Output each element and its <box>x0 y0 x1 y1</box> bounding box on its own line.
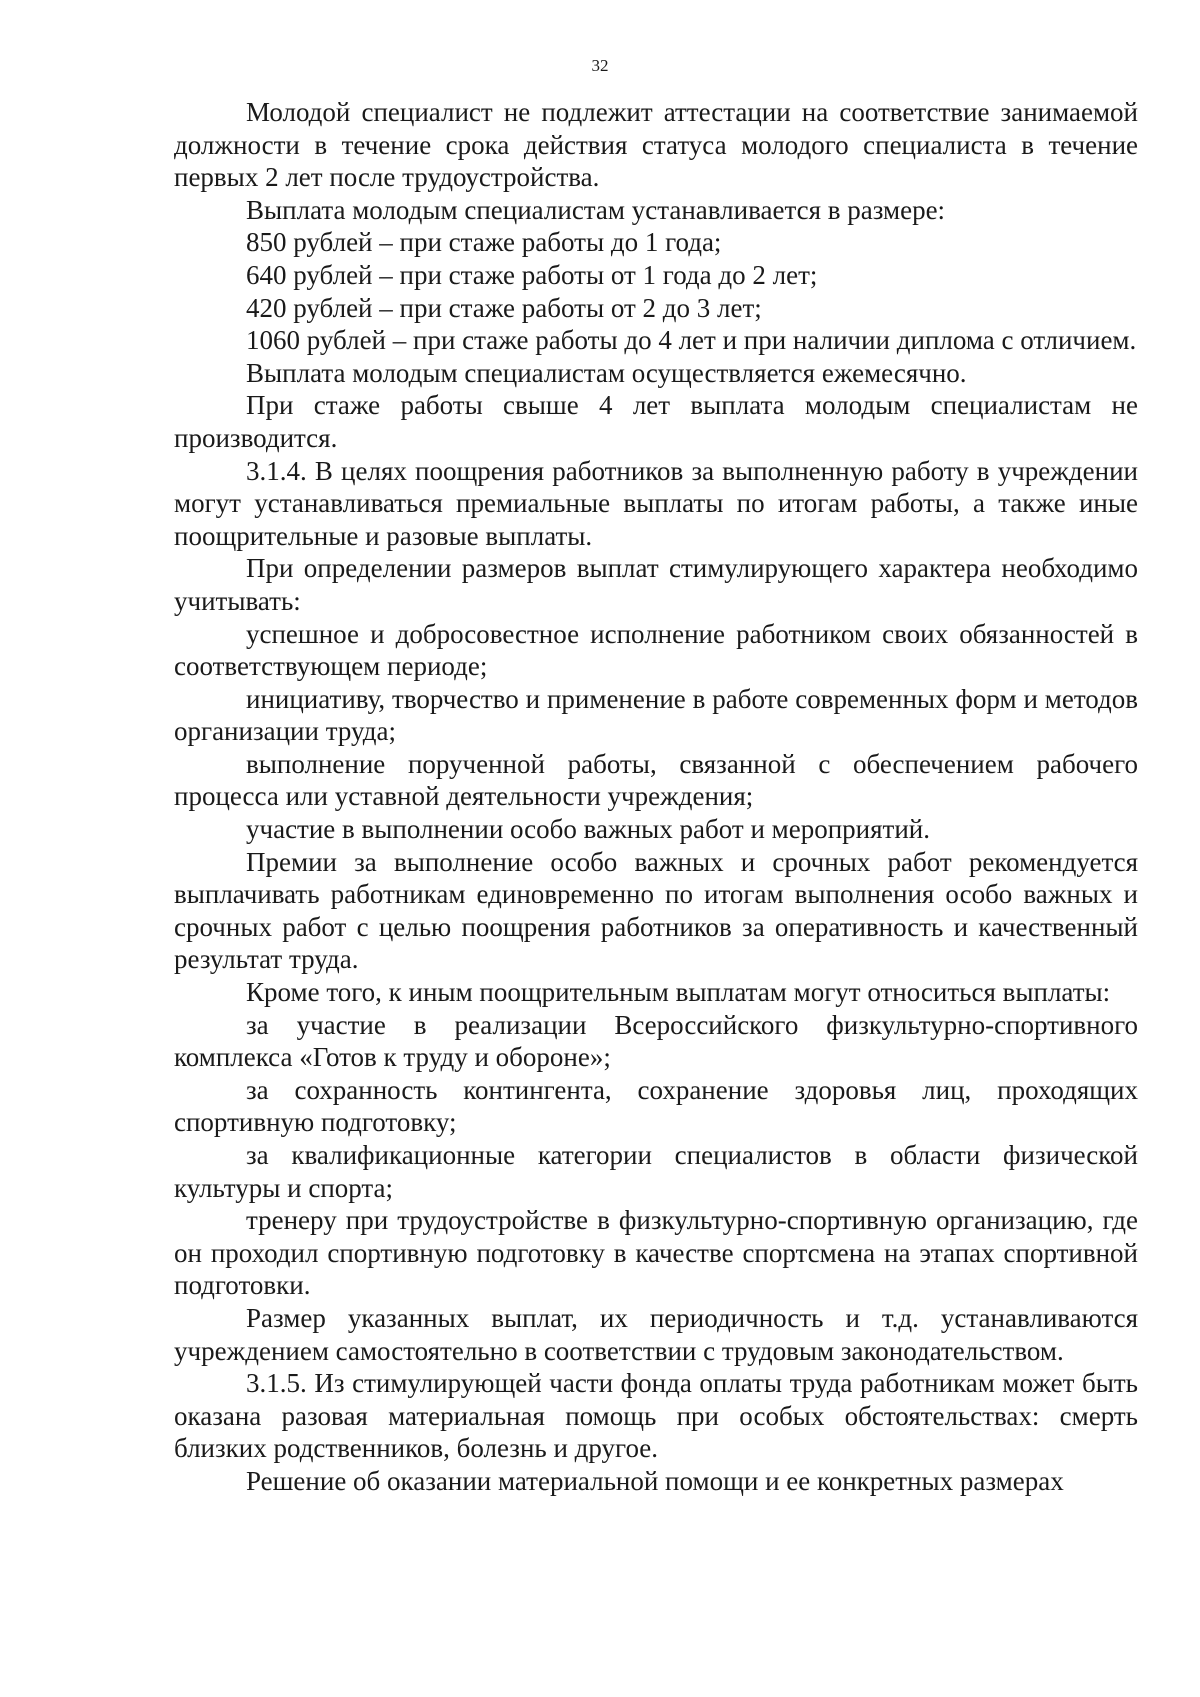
paragraph: При стаже работы свыше 4 лет выплата молодым специалистам не производится. <box>174 390 1138 453</box>
document-body <box>174 96 1138 1498</box>
paragraph: успешное и добросовестное исполнение работником своих обязанностей в соответствующем периоде; <box>174 618 1138 682</box>
paragraph: 640 рублей – при стаже работы от 1 года до 2 лет; <box>246 259 818 290</box>
paragraph: Молодой специалист не подлежит аттестации на соответствие занимаемой должности в течение срока действия статуса молодого специалиста в течение первых 2 лет после трудоустройства. <box>174 97 1138 193</box>
paragraph: Премии за выполнение особо важных и срочных работ рекомендуется выплачивать работникам единовременно по итогам выполнения особо важных и срочных работ с целью поощрения работников за оперативность и качественный результат труда. <box>174 846 1138 975</box>
paragraph: Кроме того, к иным поощрительным выплатам могут относиться выплаты: <box>246 977 1111 1008</box>
paragraph: 1060 рублей – при стаже работы до 4 лет и при наличии диплома с отличием. <box>246 325 1137 356</box>
paragraph: тренеру при трудоустройстве в физкультурно-спортивную организацию, где он проходил спортивную подготовку в качестве спортсмена на этапах спортивной подготовки. <box>174 1205 1138 1301</box>
page-number: 32 <box>591 56 609 75</box>
paragraph: 420 рублей – при стаже работы от 2 до 3 лет; <box>246 292 762 323</box>
paragraph: При определении размеров выплат стимулирующего характера необходимо учитывать: <box>174 553 1138 616</box>
paragraph: выполнение порученной работы, связанной с обеспечением рабочего процесса или уставной деятельности учреждения; <box>174 748 1138 812</box>
paragraph: Выплата молодым специалистам устанавливается в размере: <box>246 194 946 225</box>
paragraph: Решение об оказании материальной помощи и ее конкретных размерах <box>246 1465 1064 1496</box>
paragraph: Размер указанных выплат, их периодичность и т.д. устанавливаются учреждением самостоятельно в соответствии с трудовым законодательством. <box>174 1302 1138 1366</box>
paragraph: 3.1.5. Из стимулирующей части фонда оплаты труда работникам может быть оказана разовая материальная помощь при особых обстоятельствах: смерть близких родственников, болезнь и другое. <box>174 1368 1138 1464</box>
paragraph: инициативу, творчество и применение в работе современных форм и методов организации труда; <box>174 683 1138 747</box>
paragraph: за участие в реализации Всероссийского физкультурно-спортивного комплекса «Готов к труду и обороне»; <box>174 1009 1138 1073</box>
paragraph: 850 рублей – при стаже работы до 1 года; <box>246 227 722 258</box>
paragraph: участие в выполнении особо важных работ и мероприятий. <box>246 814 930 845</box>
paragraph: за сохранность контингента, сохранение здоровья лиц, проходящих спортивную подготовку; <box>174 1074 1138 1138</box>
paragraph: за квалификационные категории специалистов в области физической культуры и спорта; <box>174 1140 1138 1203</box>
paragraph: Выплата молодым специалистам осуществляется ежемесячно. <box>246 357 967 388</box>
paragraph: 3.1.4. В целях поощрения работников за выполненную работу в учреждении могут устанавливаться премиальные выплаты по итогам работы, а также иные поощрительные и разовые выплаты. <box>174 455 1138 551</box>
